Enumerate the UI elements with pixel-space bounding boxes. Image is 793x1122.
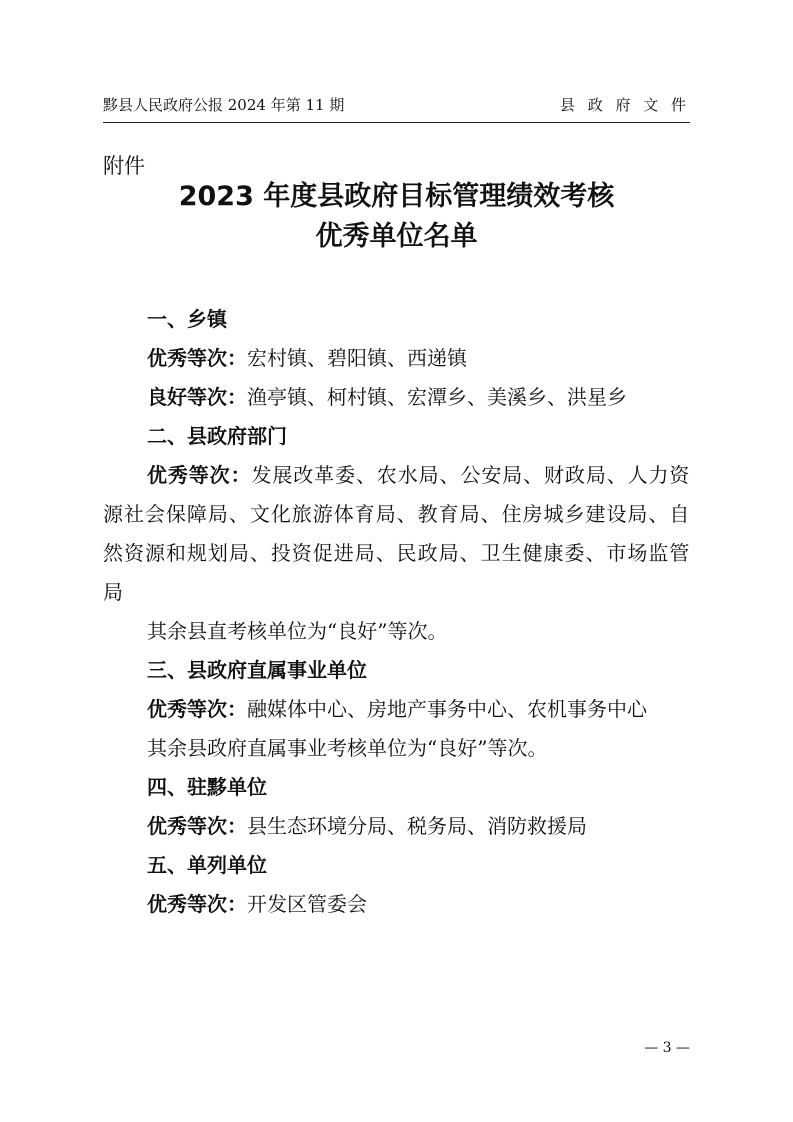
departments-note: 其余县直考核单位为“良好”等次。	[147, 619, 448, 643]
excellent-label: 优秀等次：	[147, 892, 247, 916]
good-label: 良好等次：	[147, 385, 247, 409]
section-heading-departments: 二、县政府部门	[147, 424, 287, 448]
separate-excellent-units: 开发区管委会	[247, 892, 367, 916]
institutions-excellent	[103, 690, 690, 729]
section-heading-separate-units: 五、单列单位	[147, 853, 267, 877]
towns-excellent	[103, 339, 690, 378]
gazette-issue: 黟县人民政府公报 2024 年第 11 期	[103, 96, 345, 114]
section-heading-stationed-units: 四、驻黟单位	[147, 775, 267, 799]
document-title-line1: 2023 年度县政府目标管理绩效考核	[178, 181, 615, 212]
towns-good-units: 渔亭镇、柯村镇、宏潭乡、美溪乡、洪星乡	[247, 385, 627, 409]
excellent-label: 优秀等次：	[147, 463, 252, 487]
document-body	[103, 300, 690, 924]
page-number: — 3 —	[644, 1040, 690, 1056]
page-header	[103, 94, 690, 120]
excellent-label: 优秀等次：	[147, 346, 247, 370]
stationed-excellent-units: 县生态环境分局、税务局、消防救援局	[247, 814, 587, 838]
section-heading-institutions: 三、县政府直属事业单位	[147, 658, 367, 682]
attachment-label: 附件	[103, 154, 145, 178]
stationed-excellent	[103, 807, 690, 846]
institutions-excellent-units: 融媒体中心、房地产事务中心、农机事务中心	[247, 697, 647, 721]
separate-excellent	[103, 885, 690, 924]
section-heading-towns: 一、乡镇	[147, 307, 227, 331]
departments-excellent-units: 发展改革委、农水局、公安局、财政局、人力资源社会保障局、文化旅游体育局、教育局、住房城乡建设局、自然资源和规划局、投资促进局、民政局、卫生健康委、市场监管局	[103, 463, 690, 604]
departments-excellent	[103, 456, 690, 612]
excellent-label: 优秀等次：	[147, 814, 247, 838]
document-title-line2: 优秀单位名单	[315, 221, 478, 252]
towns-good	[103, 378, 690, 417]
document-type: 县 政 府 文 件	[559, 96, 690, 114]
header-divider	[103, 122, 690, 123]
institutions-note: 其余县政府直属事业考核单位为“良好”等次。	[147, 736, 548, 760]
towns-excellent-units: 宏村镇、碧阳镇、西递镇	[247, 346, 467, 370]
excellent-label: 优秀等次：	[147, 697, 247, 721]
